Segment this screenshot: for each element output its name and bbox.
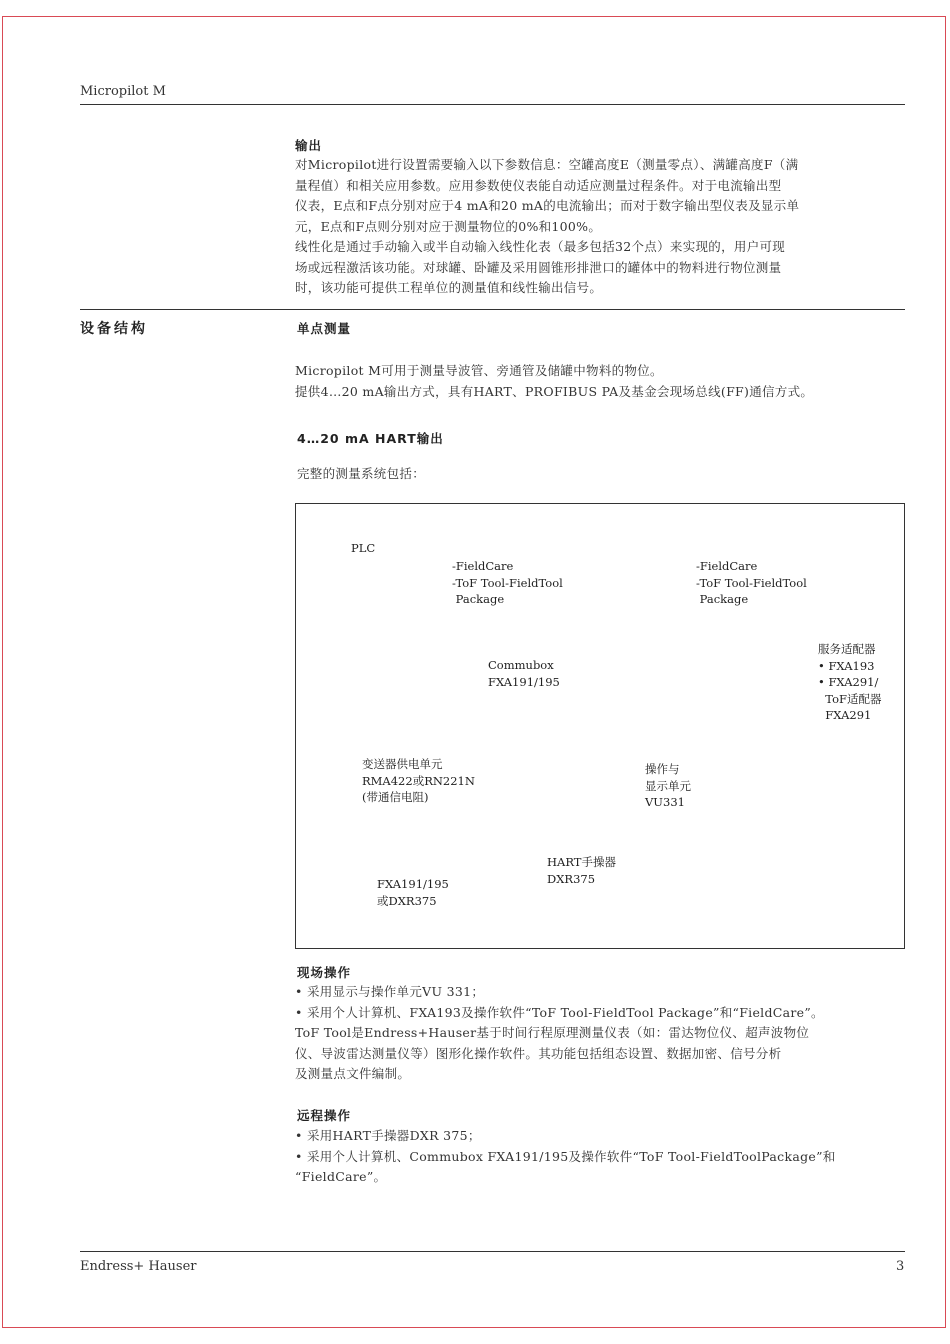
local-line: • 采用显示与操作单元VU 331； — [295, 984, 485, 999]
output-line: 线性化是通过手动输入或半自动输入线性化表（最多包括32个点）来实现的，用户可现 — [295, 239, 786, 254]
adapter-line: 服务适配器 — [818, 642, 876, 656]
display-line: 显示单元 — [645, 778, 691, 793]
output-line: 量程值）和相关应用参数。应用参数使仪表能自动适应测量过程条件。对于电流输出型 — [295, 177, 782, 193]
plc-label: PLC — [351, 541, 376, 555]
power-line: RMA422或RN221N — [362, 773, 475, 788]
power-unit-label — [362, 756, 475, 806]
single-point-text — [295, 361, 905, 402]
power-line: (带通信电阻) — [362, 790, 429, 804]
section-rule — [80, 309, 905, 310]
fxa-line: FXA191/195 — [377, 877, 449, 891]
single-point-line: 提供4…20 mA输出方式，具有HART、PROFIBUS PA及基金会现场总线(FF)通信方式。 — [295, 383, 814, 399]
display-line: 操作与 — [645, 762, 680, 776]
commubox-line: FXA191/195 — [488, 674, 560, 689]
adapter-line: • FXA193 — [818, 658, 875, 673]
adapter-line: FXA291 — [818, 708, 872, 722]
pkg-line: -ToF Tool-FieldTool — [696, 575, 807, 590]
footer-rule — [80, 1251, 905, 1252]
footer-brand: Endress+ Hauser — [80, 1259, 197, 1274]
pkg-line: Package — [452, 592, 505, 606]
power-line: 变送器供电单元 — [362, 757, 443, 771]
output-line: 对Micropilot进行设置需要输入以下参数信息：空罐高度E（测量零点）、满罐高度F（满 — [295, 157, 799, 172]
system-diagram — [295, 503, 905, 949]
handheld-line: HART手操器 — [547, 855, 616, 869]
fxa-line: 或DXR375 — [377, 893, 437, 908]
local-operation-text — [295, 982, 905, 1085]
single-point-heading: 单点测量 — [297, 321, 352, 336]
adapter-line: • FXA291/ — [818, 675, 879, 689]
remote-line: • 采用HART手操器DXR 375； — [295, 1128, 481, 1143]
output-line: 仪表，E点和F点分别对应于4 mA和20 mA的电流输出；而对于数字输出型仪表及显示单 — [295, 198, 800, 213]
local-line: 及测量点文件编制。 — [295, 1066, 411, 1081]
output-paragraph — [295, 155, 905, 299]
display-unit-label — [645, 761, 691, 811]
output-line: 时，该功能可提供工程单位的测量值和线性输出信号。 — [295, 280, 603, 295]
commubox-line: Commubox — [488, 658, 554, 672]
local-line: 仪、导波雷达测量仪等）图形化操作软件。其功能包括组态设置、数据加密、信号分析 — [295, 1045, 782, 1061]
output-line: 场或远程激活该功能。对球罐、卧罐及采用圆锥形排泄口的罐体中的物料进行物位测量 — [295, 259, 782, 275]
adapter-line: ToF适配器 — [818, 691, 882, 706]
output-line: 元，E点和F点则分别对应于测量物位的0%和100%。 — [295, 218, 602, 234]
page-number: 3 — [896, 1259, 905, 1274]
header-rule — [80, 104, 905, 105]
hart-handheld-label — [547, 854, 616, 887]
pkg-line: -ToF Tool-FieldTool — [452, 575, 563, 590]
local-line: ToF Tool是Endress+Hauser基于时间行程原理测量仪表（如：雷达物位仪、超声波物位 — [295, 1025, 810, 1040]
display-line: VU331 — [645, 795, 685, 809]
remote-operation-text — [295, 1126, 905, 1188]
handheld-line: DXR375 — [547, 871, 596, 886]
system-intro: 完整的测量系统包括： — [297, 466, 426, 481]
side-heading-structure: 设备结构 — [80, 321, 148, 337]
running-header: Micropilot M — [80, 84, 166, 99]
left-software-package — [452, 558, 563, 608]
local-line: • 采用个人计算机、FXA193及操作软件“ToF Tool-FieldTool Package”和“FieldCare”。 — [295, 1004, 824, 1020]
right-software-package — [696, 558, 807, 608]
remote-line: “FieldCare”。 — [295, 1169, 387, 1184]
output-heading: 输出 — [295, 138, 323, 153]
service-adapter-label — [818, 641, 882, 724]
pkg-line: -FieldCare — [696, 559, 758, 573]
hart-output-heading: 4…20 mA HART输出 — [297, 431, 444, 446]
remote-operation-heading: 远程操作 — [297, 1108, 352, 1123]
local-operation-heading: 现场操作 — [297, 965, 352, 980]
pkg-line: -FieldCare — [452, 559, 514, 573]
fxa-or-dxr-label — [377, 876, 449, 909]
pkg-line: Package — [696, 592, 749, 606]
commubox-label — [488, 657, 560, 690]
single-point-line: Micropilot M可用于测量导波管、旁通管及储罐中物料的物位。 — [295, 363, 663, 378]
remote-line: • 采用个人计算机、Commubox FXA191/195及操作软件“ToF Tool-FieldToolPackage”和 — [295, 1148, 836, 1164]
